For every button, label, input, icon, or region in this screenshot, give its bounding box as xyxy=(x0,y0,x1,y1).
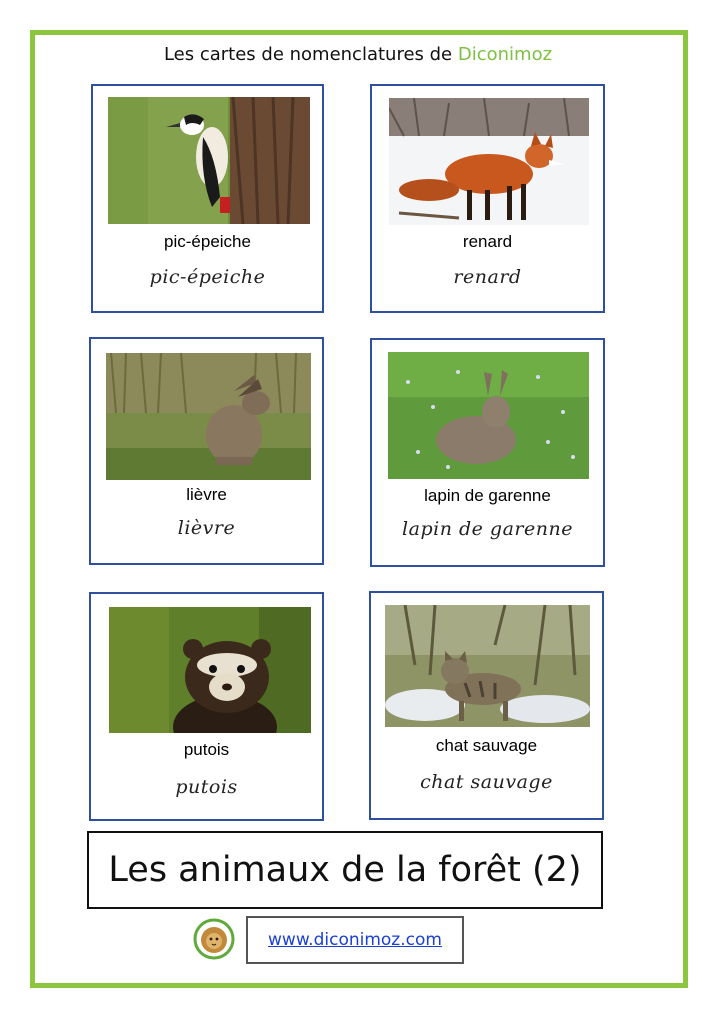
card-print-label: putois xyxy=(183,740,230,759)
card-cursive-label: pic-épeiche xyxy=(149,266,266,288)
page-title: Les animaux de la forêt (2) xyxy=(108,850,582,890)
card-woodpecker xyxy=(91,84,324,313)
card-wildcat xyxy=(369,591,604,820)
card-cursive-label: renard xyxy=(453,266,522,288)
hare-photo xyxy=(106,353,311,480)
polecat-photo xyxy=(109,607,311,733)
website-link[interactable]: www.diconimoz.com xyxy=(268,930,442,950)
card-cursive-label: chat sauvage xyxy=(420,771,553,793)
header-brand: Diconimoz xyxy=(457,44,553,65)
page-title-box xyxy=(87,831,603,909)
card-print-label: lapin de garenne xyxy=(424,486,551,505)
fox-photo xyxy=(389,98,589,225)
woodpecker-photo xyxy=(108,97,310,224)
card-cursive-label: lapin de garenne xyxy=(402,518,573,540)
wildcat-photo xyxy=(385,605,590,727)
lion-logo-icon xyxy=(193,918,235,960)
card-rabbit xyxy=(370,338,605,567)
card-cursive-label: putois xyxy=(175,776,238,798)
card-cursive-label: lièvre xyxy=(177,517,236,539)
card-polecat xyxy=(89,592,324,821)
page-header xyxy=(0,44,716,65)
website-box xyxy=(246,916,464,964)
header-text: Les cartes de nomenclatures de xyxy=(163,44,458,65)
card-print-label: pic-épeiche xyxy=(164,232,251,251)
card-print-label: renard xyxy=(462,232,513,251)
card-fox xyxy=(370,84,605,313)
rabbit-photo xyxy=(388,352,589,479)
card-print-label: lièvre xyxy=(186,485,227,504)
card-hare xyxy=(89,337,324,565)
card-print-label: chat sauvage xyxy=(435,736,538,755)
